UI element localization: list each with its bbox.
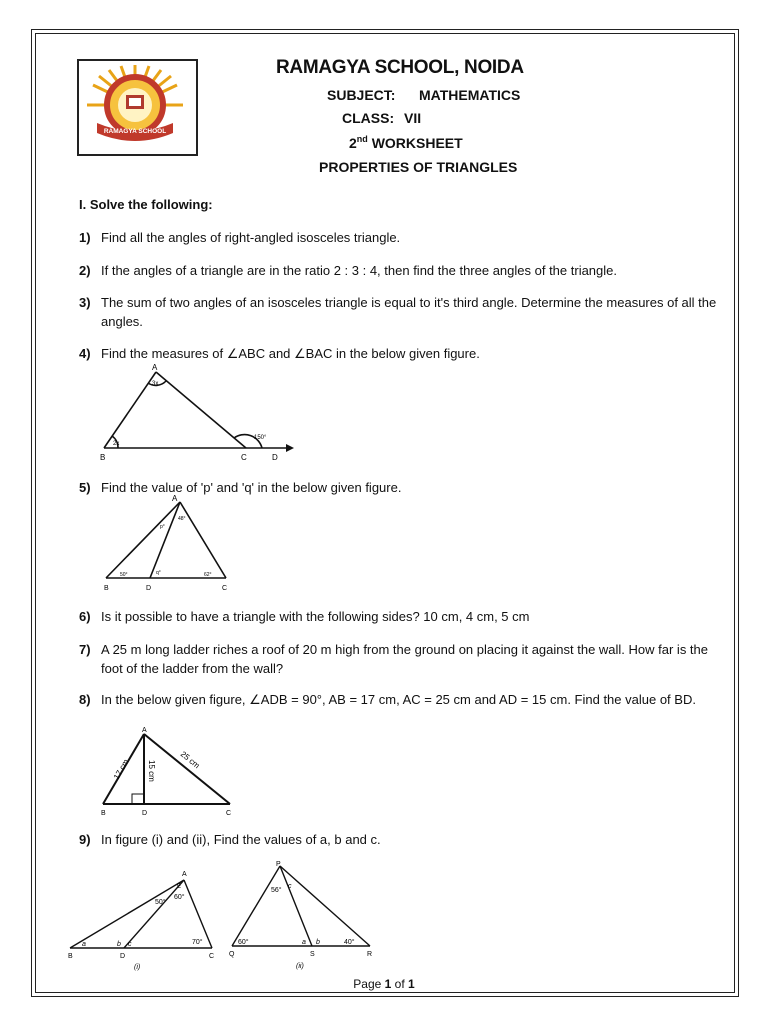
angle-c-label: c	[128, 941, 132, 948]
question-6	[79, 607, 721, 626]
topic-title: PROPERTIES OF TRIANGLES	[319, 159, 518, 175]
side-ab-label: 17 cm	[111, 757, 131, 781]
angle-48-label: 48°	[178, 516, 186, 522]
question-text: A 25 m long ladder riches a roof of 20 m high from the ground on placing it against the wall. How far is the foot of the ladder from the wall?	[101, 642, 709, 676]
question-8	[79, 690, 721, 709]
worksheet-word: WORKSHEET	[371, 135, 463, 151]
page-footer	[0, 977, 768, 991]
question-3	[79, 293, 721, 331]
question-text: In figure (i) and (ii), Find the values of a, b and c.	[101, 832, 381, 847]
figure-q5	[100, 492, 235, 594]
angle-62-label: 62°	[204, 572, 212, 578]
question-9	[79, 830, 721, 849]
vertex-b: B	[68, 953, 73, 960]
question-number: 2)	[79, 263, 91, 278]
angle-70-label: 70°	[192, 939, 203, 946]
angle-p-label: p°	[160, 524, 165, 530]
angle-c-label: c	[288, 883, 292, 890]
angle-a-label: 3x	[152, 381, 159, 387]
angle-b-label: b	[117, 941, 121, 948]
side-ac-label: 25 cm	[178, 749, 202, 771]
figure-q9-ii	[226, 858, 384, 974]
question-text: In the below given figure, ∠ADB = 90°, AB = 17 cm, AC = 25 cm and AD = 15 cm. Find the value of BD.	[101, 692, 696, 707]
exterior-angle-label: 150°	[254, 435, 267, 441]
vertex-s: S	[310, 951, 315, 958]
question-number: 3)	[79, 295, 91, 310]
angle-60-label: 60°	[174, 894, 185, 901]
question-1	[79, 228, 721, 247]
class-value: VII	[404, 110, 422, 126]
side-ad-label: 15 cm	[147, 760, 156, 782]
footer-of-word: of	[394, 977, 405, 991]
footer-page-number: 1	[384, 977, 392, 991]
question-number: 5)	[79, 480, 91, 495]
question-number: 9)	[79, 832, 91, 847]
section-heading: I. Solve the following:	[79, 197, 213, 212]
figure-caption: (ii)	[296, 963, 304, 970]
subject-value: MATHEMATICS	[419, 87, 521, 103]
question-number: 7)	[79, 642, 91, 657]
school-logo	[77, 59, 198, 156]
footer-page-total: 1	[408, 977, 415, 991]
logo-sun-icon	[79, 61, 191, 149]
angle-56-label: 56°	[271, 887, 282, 894]
question-text: Find all the angles of right-angled isosceles triangle.	[101, 230, 401, 245]
vertex-q: Q	[229, 951, 235, 958]
worksheet-number: 2	[349, 135, 357, 151]
question-number: 6)	[79, 609, 91, 624]
vertex-a: A	[182, 871, 187, 878]
school-name: RAMAGYA SCHOOL, NOIDA	[276, 57, 524, 78]
question-text: Find the value of 'p' and 'q' in the below given figure.	[101, 480, 402, 495]
vertex-a: A	[152, 363, 158, 372]
angle-50-label: 50°	[155, 899, 166, 906]
vertex-p: P	[276, 861, 281, 868]
figure-q4	[96, 360, 296, 465]
vertex-c: C	[209, 953, 215, 960]
vertex-d: D	[120, 953, 126, 960]
question-text: Find the measures of ∠ABC and ∠BAC in the below given figure.	[101, 346, 480, 361]
angle-a-label: a	[302, 939, 306, 946]
vertex-e: E	[177, 884, 182, 890]
angle-b-label: 2x	[113, 441, 120, 447]
angle-a-label: a	[82, 941, 86, 948]
angle-50-label: 50°	[120, 572, 128, 578]
subject-label: SUBJECT:	[327, 87, 396, 103]
question-text: The sum of two angles of an isosceles triangle is equal to it's third angle. Determine the measures of all the angles.	[101, 295, 717, 329]
question-text: Is it possible to have a triangle with the following sides? 10 cm, 4 cm, 5 cm	[101, 609, 530, 624]
vertex-a: A	[172, 494, 178, 503]
footer-page-word: Page	[353, 977, 382, 991]
worksheet-ordinal: nd	[356, 134, 368, 144]
vertex-d: D	[272, 453, 278, 462]
angle-q-label: q°	[156, 570, 161, 576]
angle-40-label: 40°	[344, 939, 355, 946]
worksheet-title	[349, 134, 463, 151]
vertex-c: C	[222, 585, 228, 592]
vertex-c: C	[241, 453, 247, 462]
vertex-b: B	[104, 585, 109, 592]
vertex-a: A	[142, 727, 147, 734]
question-number: 4)	[79, 346, 91, 361]
question-number: 1)	[79, 230, 91, 245]
class-label: CLASS:	[342, 110, 395, 126]
question-2	[79, 261, 721, 280]
angle-60-label: 60°	[238, 939, 249, 946]
figure-q9-i	[64, 866, 224, 974]
angle-b-label: b	[316, 939, 320, 946]
vertex-d: D	[146, 585, 152, 592]
logo-text: RAMAGYA SCHOOL	[103, 128, 167, 135]
vertex-d: D	[142, 810, 148, 817]
question-7	[79, 640, 721, 678]
vertex-r: R	[367, 951, 373, 958]
vertex-b: B	[101, 810, 106, 817]
vertex-b: B	[100, 453, 106, 462]
figure-caption: (i)	[134, 964, 141, 971]
vertex-c: C	[226, 810, 232, 817]
figure-q8	[96, 722, 241, 820]
question-number: 8)	[79, 692, 91, 707]
question-text: If the angles of a triangle are in the ratio 2 : 3 : 4, then find the three angles of the triangle.	[101, 263, 618, 278]
